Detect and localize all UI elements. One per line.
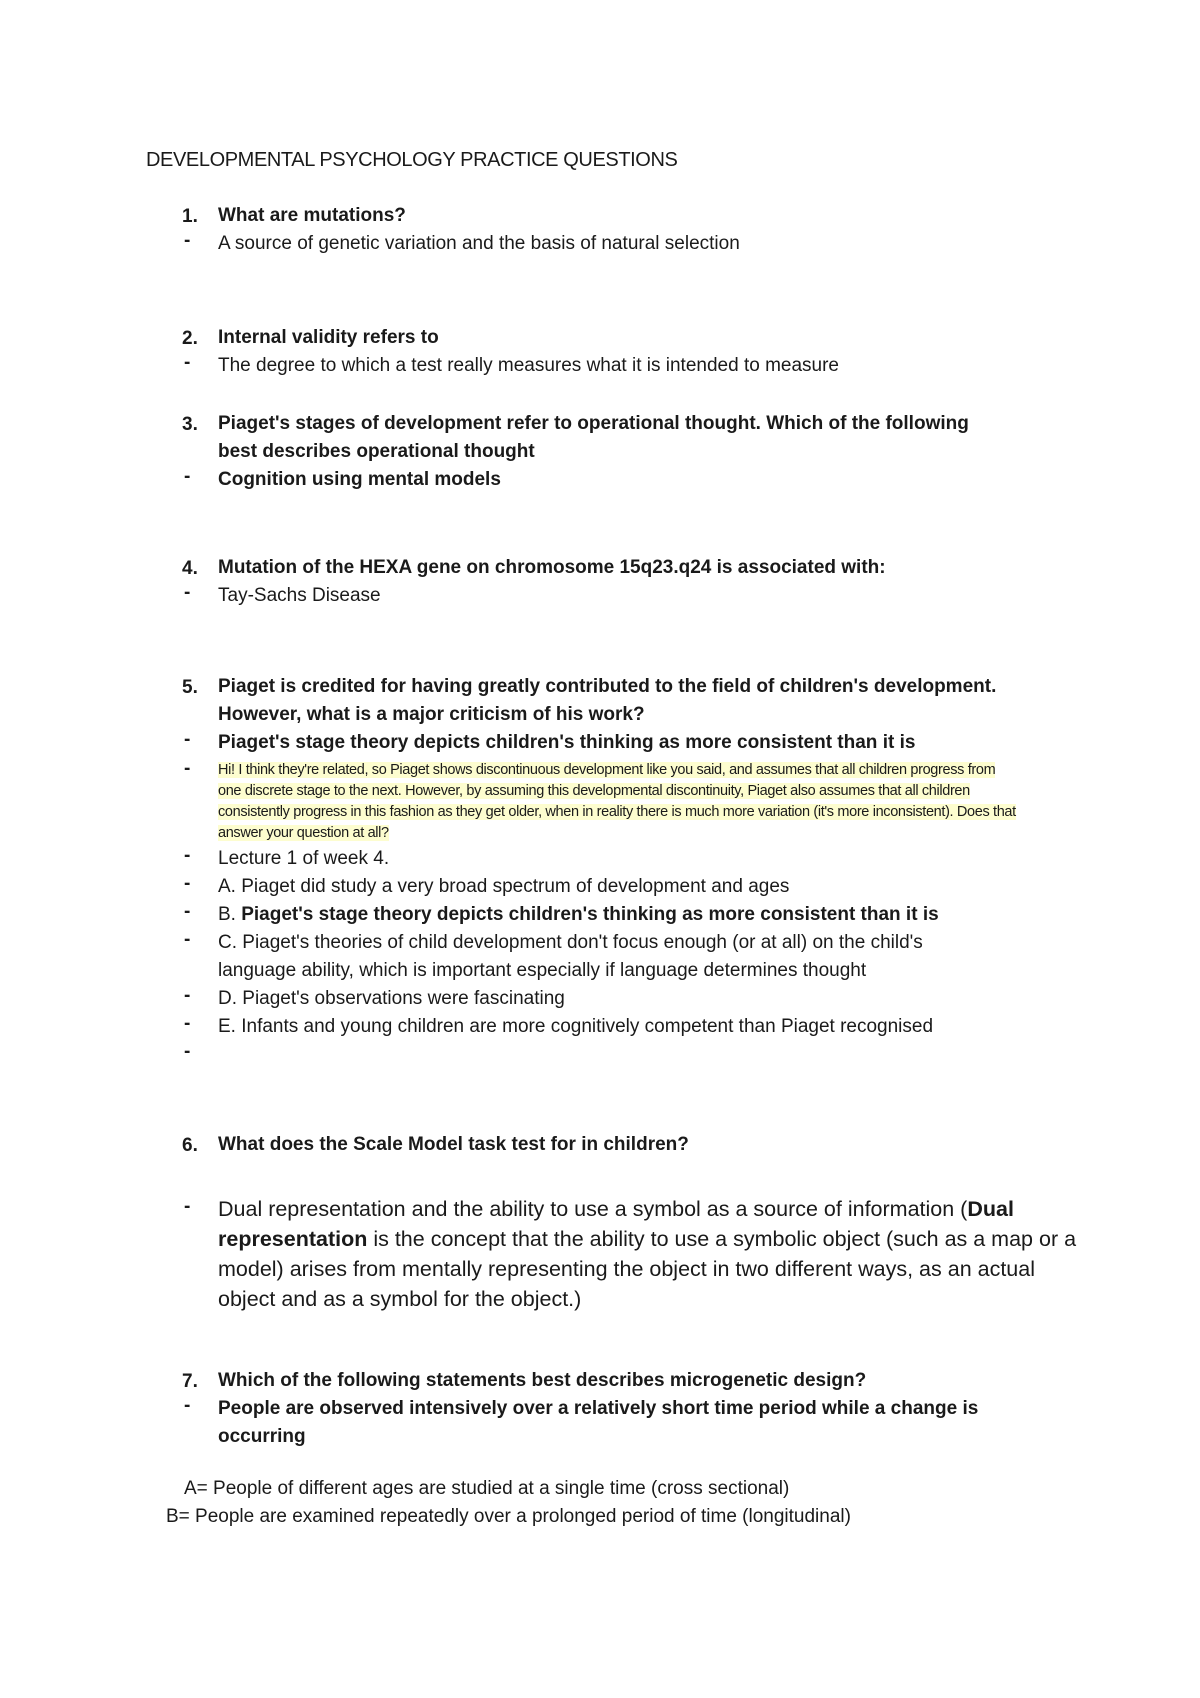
answer-4-bullet: -: [184, 582, 191, 603]
answer-2-text: The degree to which a test really measures what it is intended to measure: [218, 355, 839, 376]
question-5-text-line-1: Piaget is credited for having greatly contributed to the field of children's development.: [218, 676, 997, 697]
answer-3-bullet: -: [184, 466, 191, 487]
option-b: [218, 901, 939, 929]
answer-6-bold-term: Dual representation: [218, 1197, 1014, 1251]
option-c-bullet: -: [184, 929, 191, 950]
question-7-number: 7.: [182, 1371, 198, 1392]
question-3-number: 3.: [182, 414, 198, 435]
question-4-number: 4.: [182, 558, 198, 579]
option-d-text: D. Piaget's observations were fascinating: [218, 988, 565, 1009]
option-b-text: Piaget's stage theory depicts children's thinking as more consistent than it is: [241, 904, 939, 925]
answer-6-text: [218, 1194, 1078, 1314]
highlighted-comment-text: Hi! I think they're related, so Piaget shows discontinuous development like you said, and assumes that all children progress from one discrete stage to the next. However, by assuming this developmental discontinuity, Piaget also assumes that all children consistently progress in this fashion as they get older, when in reality there is much more variation (it's more inconsistent). Does that answer your question at all?: [218, 762, 1016, 841]
question-2-number: 2.: [182, 328, 198, 349]
answer-6-part-2: is the concept that the ability to use a symbolic object (such as a map or a model) arises from mentally representing the object in two different ways, as an actual object and as a symbol for the object.): [218, 1227, 1077, 1311]
answer-4-text: Tay-Sachs Disease: [218, 585, 381, 606]
answer-3-text: Cognition using mental models: [218, 469, 501, 490]
option-e-text: E. Infants and young children are more cognitively competent than Piaget recognised: [218, 1016, 934, 1037]
option-e-bullet: -: [184, 1013, 191, 1034]
answer-7-bullet: -: [184, 1395, 191, 1416]
question-1-text: What are mutations?: [218, 205, 406, 226]
question-4-text: Mutation of the HEXA gene on chromosome 15q23.q24 is associated with:: [218, 557, 886, 578]
question-7-text: Which of the following statements best describes microgenetic design?: [218, 1370, 867, 1391]
answer-1-text: A source of genetic variation and the basis of natural selection: [218, 233, 740, 254]
option-a-bullet: -: [184, 873, 191, 894]
question-1-number: 1.: [182, 206, 198, 227]
answer-5-bullet: -: [184, 729, 191, 750]
answer-6-bullet: -: [184, 1196, 191, 1217]
page-title: DEVELOPMENTAL PSYCHOLOGY PRACTICE QUESTIONS: [146, 149, 678, 171]
option-b-longitudinal: B= People are examined repeatedly over a prolonged period of time (longitudinal): [166, 1506, 851, 1527]
option-d-bullet: -: [184, 985, 191, 1006]
lecture-reference: Lecture 1 of week 4.: [218, 848, 390, 869]
answer-7-text-line-2: occurring: [218, 1426, 306, 1447]
option-b-prefix: B.: [218, 904, 242, 925]
answer-6-part-1: Dual representation and the ability to use a symbol as a source of information (: [218, 1197, 968, 1221]
question-3-text-line-1: Piaget's stages of development refer to operational thought. Which of the following: [218, 413, 969, 434]
option-c-text-line-2: language ability, which is important especially if language determines thought: [218, 960, 867, 981]
option-a-cross-sectional: A= People of different ages are studied at a single time (cross sectional): [184, 1478, 790, 1499]
question-5-number: 5.: [182, 677, 198, 698]
answer-2-bullet: -: [184, 352, 191, 373]
answer-5-text: Piaget's stage theory depicts children's thinking as more consistent than it is: [218, 732, 916, 753]
option-a-text: A. Piaget did study a very broad spectrum of development and ages: [218, 876, 790, 897]
option-b-bullet: -: [184, 901, 191, 922]
question-6-text: What does the Scale Model task test for in children?: [218, 1134, 689, 1155]
question-3-text-line-2: best describes operational thought: [218, 441, 535, 462]
option-c-text-line-1: C. Piaget's theories of child development don't focus enough (or at all) on the child's: [218, 932, 923, 953]
answer-7-text-line-1: People are observed intensively over a relatively short time period while a change is: [218, 1398, 979, 1419]
lecture-bullet: -: [184, 845, 191, 866]
comment-bullet: -: [184, 758, 191, 779]
question-2-text: Internal validity refers to: [218, 327, 439, 348]
highlighted-comment: [218, 760, 1018, 844]
question-6-number: 6.: [182, 1135, 198, 1156]
answer-1-bullet: -: [184, 230, 191, 251]
question-5-text-line-2: However, what is a major criticism of his work?: [218, 704, 645, 725]
empty-bullet: -: [184, 1041, 191, 1062]
